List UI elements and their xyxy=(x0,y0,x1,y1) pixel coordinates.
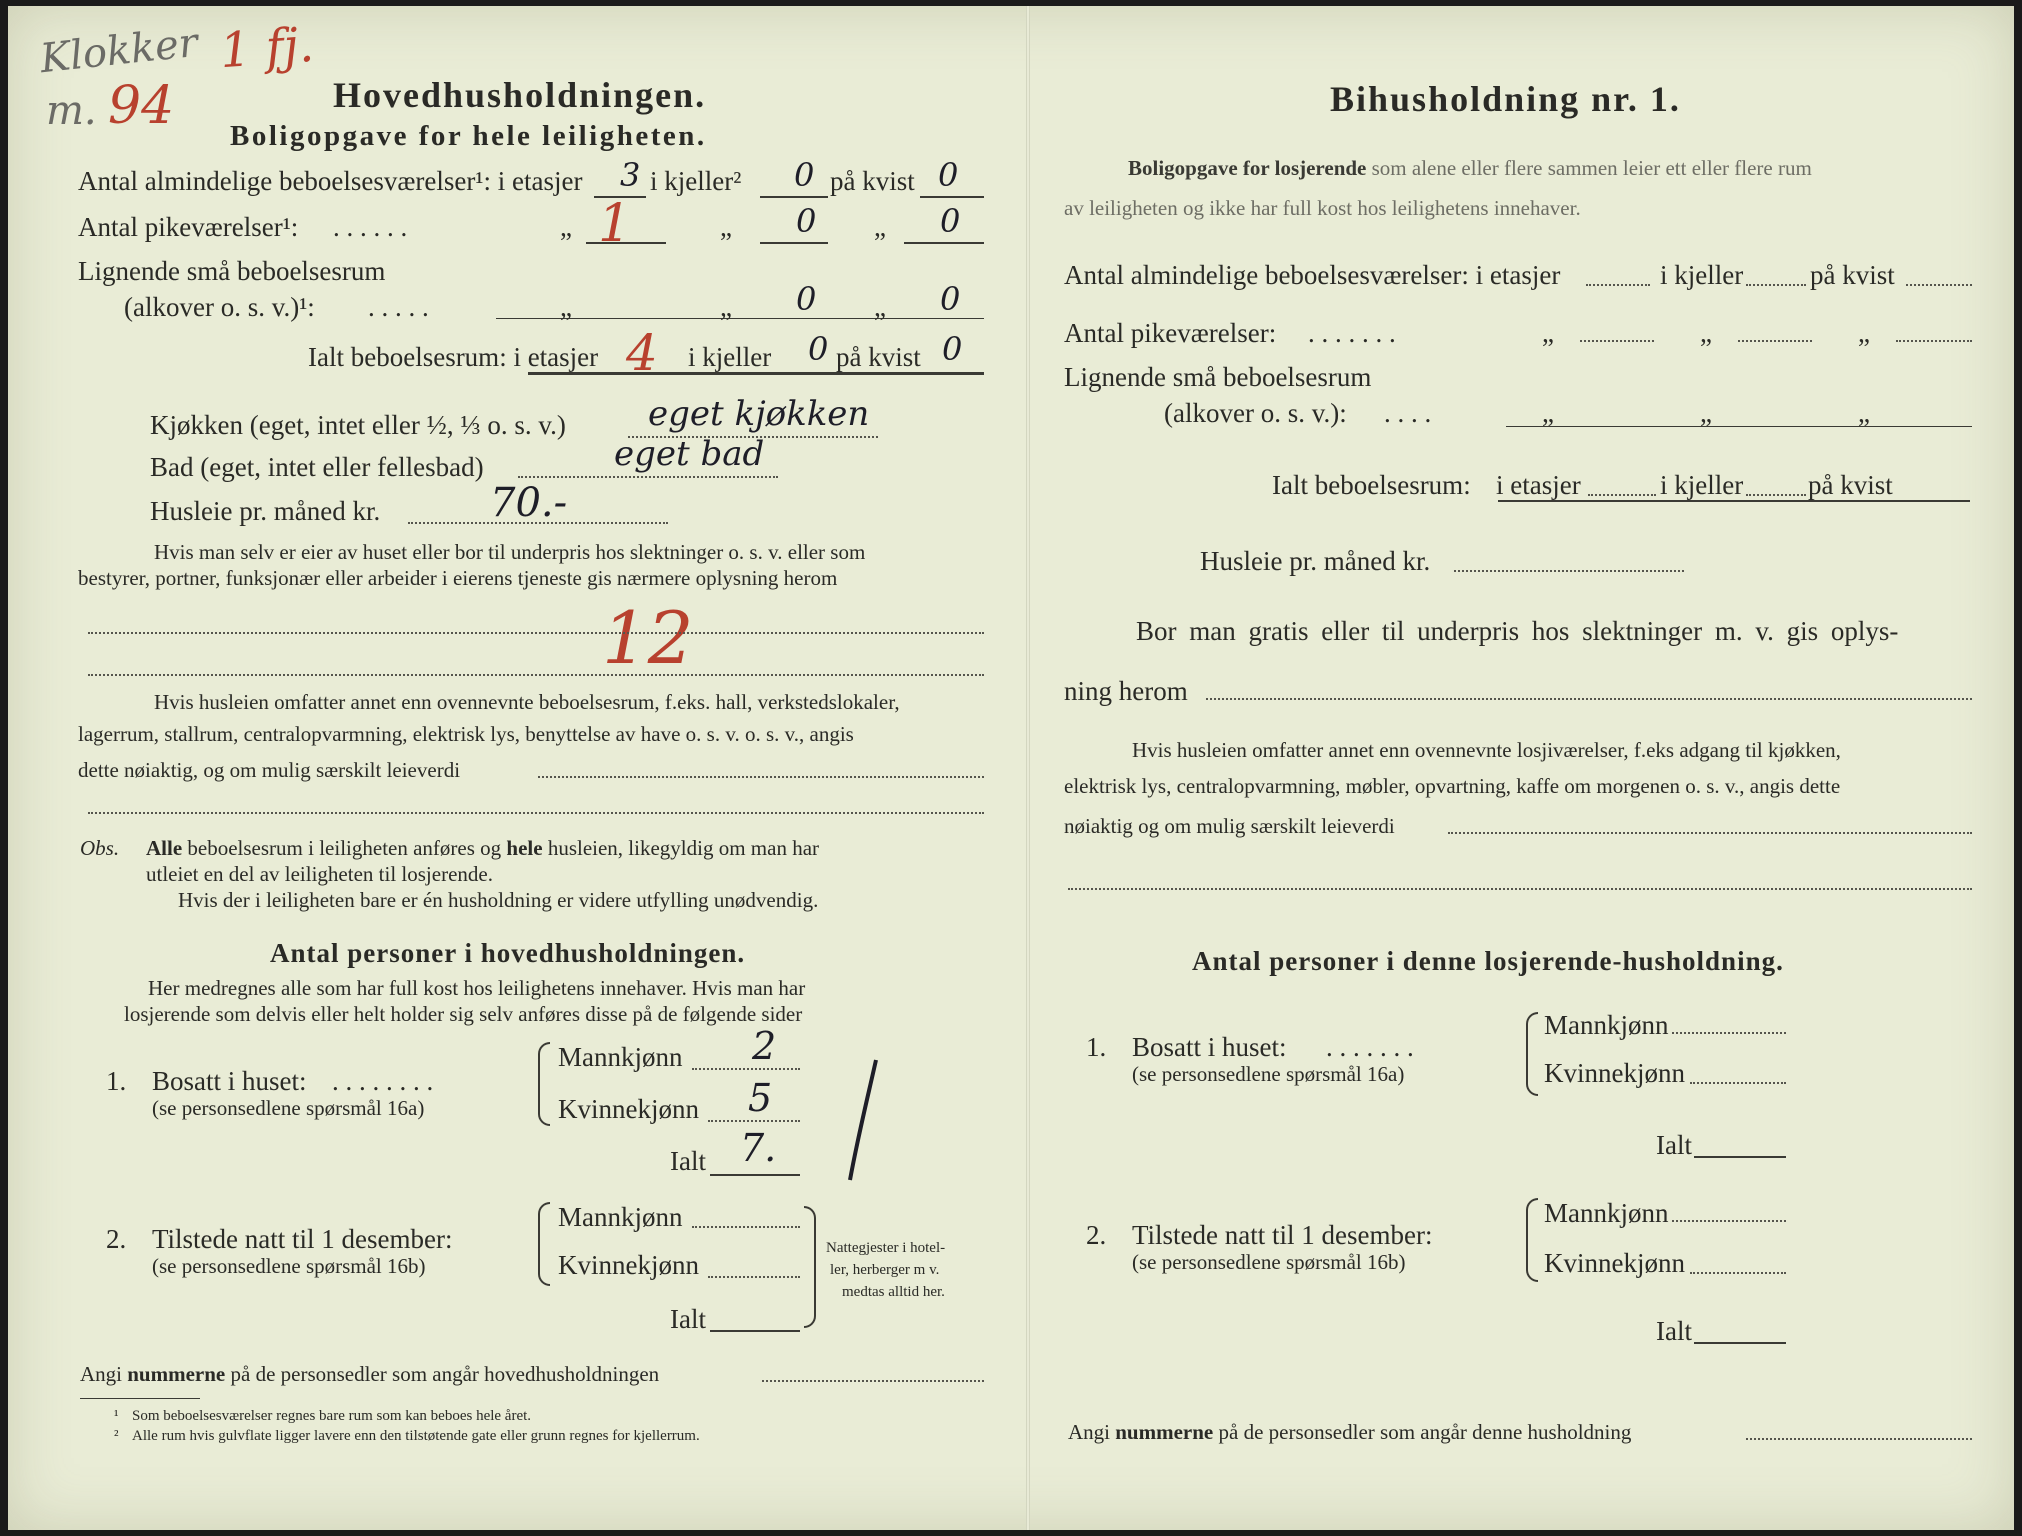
ialt-kvist-label: på kvist xyxy=(836,342,921,372)
ialt-line xyxy=(528,372,984,375)
r-bosatt-mann-line xyxy=(1672,1032,1786,1034)
pike-quote-1: „ xyxy=(560,212,572,242)
bosatt-mann-value: 2 xyxy=(752,1024,777,1068)
alm-etasjer-value: 3 xyxy=(620,156,641,194)
obs-text-2: utleiet en del av leiligheten til losjerende. xyxy=(146,862,493,886)
omfatter-text-2: lagerrum, stallrum, centralopvarmning, elektrisk lys, benyttelse av have o. s. v. o. s. v., angis xyxy=(78,722,854,746)
lign-dots: . . . . . xyxy=(368,292,429,322)
bosatt-mann-label: Mannkjønn xyxy=(558,1042,683,1072)
right-intro-rest: som alene eller flere sammen leier ett eller flere rum xyxy=(1371,156,1812,180)
page-fold xyxy=(1026,6,1030,1530)
tilstede-brace xyxy=(538,1202,550,1286)
eier-text-2: bestyrer, portner, funksjonær eller arbeider i eierens tjeneste gis nærmere oplysning herom xyxy=(78,566,838,590)
obs-alle: Alle xyxy=(146,836,183,860)
lign-quote-3: „ xyxy=(874,292,886,322)
r-gratis-line xyxy=(1206,698,1972,700)
persons-heading: Antal personer i hovedhusholdningen. xyxy=(270,938,746,968)
obs-hele: hele xyxy=(506,836,543,860)
r-bosatt-sub: (se personsedlene spørsmål 16a) xyxy=(1132,1062,1405,1086)
ialt-kvist-value: 0 xyxy=(942,330,963,368)
right-intro-1 xyxy=(1128,156,1812,181)
margin-note-m: m. xyxy=(46,88,97,134)
r-alm-kjeller: i kjeller xyxy=(1660,260,1744,290)
alm-kjeller-label: i kjeller² xyxy=(650,166,742,196)
r-pike-quote-1: „ xyxy=(1542,318,1554,348)
r-ialt-etasjer: i etasjer xyxy=(1496,470,1581,500)
pike-kjeller-line xyxy=(760,242,828,244)
r-ialt-kvist: på kvist xyxy=(1808,470,1893,500)
alm-kvist-line xyxy=(920,196,984,198)
r-omfatter-text-2: elektrisk lys, centralopvarmning, møbler, opvartning, kaffe om morgenen o. s. v., angis dette xyxy=(1064,774,1841,798)
r-bosatt-kvinne-line xyxy=(1690,1082,1786,1084)
ialt-etasjer-value: 4 xyxy=(626,324,658,382)
alm-kvist-value: 0 xyxy=(938,156,959,194)
angi-b: nummerne xyxy=(127,1362,226,1386)
nattegjester-3: medtas alltid her. xyxy=(842,1284,945,1300)
r-gratis-text-2: ning herom xyxy=(1064,676,1188,706)
foot-2-num: ² xyxy=(114,1428,119,1444)
ialt-label: Ialt beboelsesrum: i etasjer xyxy=(308,342,599,372)
pike-label: Antal pikeværelser¹: xyxy=(78,212,299,242)
r-lign-quote-2: „ xyxy=(1700,398,1712,428)
r-lign-line xyxy=(1506,426,1972,427)
angi-a: Angi xyxy=(80,1362,122,1386)
r-persons-heading: Antal personer i denne losjerende-husholdning. xyxy=(1192,946,1784,976)
bosatt-mann-line xyxy=(692,1068,800,1070)
foot-2: Alle rum hvis gulvflate ligger lavere enn den tilstøtende gate eller grunn regnes for kjellerrum. xyxy=(132,1428,700,1444)
eier-line-1 xyxy=(88,632,984,634)
bosatt-check-stroke xyxy=(828,1056,888,1186)
bosatt-kvinne-label: Kvinnekjønn xyxy=(558,1094,699,1124)
r-bosatt-label: Bosatt i huset: xyxy=(1132,1032,1287,1062)
r-tilstede-label: Tilstede natt til 1 desember: xyxy=(1132,1220,1433,1250)
pike-kvist-line xyxy=(904,242,984,244)
r-alm-kvist: på kvist xyxy=(1810,260,1895,290)
r-angi-c: på de personsedler som angår denne husholdning xyxy=(1218,1420,1632,1444)
r-pike-quote-3: „ xyxy=(1858,318,1870,348)
eier-value: 12 xyxy=(602,596,694,680)
eier-text-1: Hvis man selv er eier av huset eller bor til underpris hos slektninger o. s. v. eller som xyxy=(154,540,866,564)
r-bosatt-kvinne: Kvinnekjønn xyxy=(1544,1058,1685,1088)
tilstede-ialt-line xyxy=(710,1330,800,1332)
r-ialt-kjeller-line xyxy=(1746,494,1806,496)
r-pike-line-1 xyxy=(1580,340,1654,342)
r-bosatt-brace xyxy=(1526,1012,1538,1096)
tilstede-sub: (se personsedlene spørsmål 16b) xyxy=(152,1254,426,1278)
husleie-line xyxy=(408,522,668,524)
obs-text-1d: husleien, likegyldig om man har xyxy=(547,836,820,860)
bosatt-ialt-line xyxy=(710,1174,800,1176)
eier-line-2 xyxy=(88,674,984,676)
margin-note-fj: 1 fj. xyxy=(218,16,316,80)
ialt-kjeller-label: i kjeller xyxy=(688,342,772,372)
r-tilstede-ialt-line xyxy=(1694,1342,1786,1344)
r-husleie-label: Husleie pr. måned kr. xyxy=(1200,546,1431,576)
right-intro-bold: Boligopgave for losjerende xyxy=(1128,156,1367,180)
pike-etasjer-line xyxy=(586,242,666,244)
r-bosatt-dots: . . . . . . . xyxy=(1326,1032,1414,1062)
persons-text-1: Her medregnes alle som har full kost hos leilighetens innehaver. Hvis man har xyxy=(148,976,806,1000)
r-ialt-label: Ialt beboelsesrum: xyxy=(1272,470,1471,500)
foot-1-num: ¹ xyxy=(114,1408,119,1424)
r-omfatter-text-1: Hvis husleien omfatter annet enn ovennevnte losjiværelser, f.eks adgang til kjøkken, xyxy=(1132,738,1841,762)
omfatter-line-2 xyxy=(88,812,984,814)
obs-text-3: Hvis der i leiligheten bare er én husholdning er videre utfylling unødvendig. xyxy=(178,888,819,912)
bosatt-dots: . . . . . . . . xyxy=(332,1066,434,1096)
r-lign-label-1: Lignende små beboelsesrum xyxy=(1064,362,1372,392)
r-lign-label-2: (alkover o. s. v.): xyxy=(1164,398,1347,428)
ialt-kjeller-value: 0 xyxy=(808,330,829,368)
obs-text-1b: beboelsesrum i leiligheten anføres og xyxy=(187,836,502,860)
r-tilstede-mann-line xyxy=(1672,1220,1786,1222)
r-alm-kvist-line xyxy=(1906,284,1972,286)
alm-kvist-label: på kvist xyxy=(830,166,915,196)
obs-label: Obs. xyxy=(80,836,120,860)
census-form-sheet xyxy=(8,6,2014,1530)
kjokken-label: Kjøkken (eget, intet eller ½, ⅓ o. s. v.) xyxy=(150,410,566,440)
r-bosatt-ialt-line xyxy=(1694,1156,1786,1158)
lign-kvist-value: 0 xyxy=(940,280,961,318)
r-angi-line xyxy=(1068,1420,1631,1445)
omfatter-text-3: dette nøiaktig, og om mulig særskilt leieverdi xyxy=(78,758,461,782)
tilstede-num: 2. xyxy=(106,1224,127,1254)
lign-quote-1: „ xyxy=(560,292,572,322)
bosatt-ialt-label: Ialt xyxy=(670,1146,706,1176)
alm-kjeller-line xyxy=(760,196,828,198)
r-angi-dots xyxy=(1746,1438,1972,1440)
bosatt-kvinne-value: 5 xyxy=(748,1076,773,1120)
margin-note-94: 94 xyxy=(108,76,175,136)
angi-line xyxy=(80,1362,659,1387)
pike-etasjer-value: 1 xyxy=(598,194,632,254)
r-bosatt-mann: Mannkjønn xyxy=(1544,1010,1669,1040)
bosatt-num: 1. xyxy=(106,1066,127,1096)
r-bosatt-num: 1. xyxy=(1086,1032,1107,1062)
bosatt-label: Bosatt i huset: xyxy=(152,1066,307,1096)
r-pike-line-2 xyxy=(1738,340,1812,342)
obs-line-1 xyxy=(146,836,819,861)
r-gratis-text-1: Bor man gratis eller til underpris hos slektninger m. v. gis oplys- xyxy=(1136,616,1899,646)
left-title: Hovedhusholdningen. xyxy=(333,75,707,115)
footnote-rule xyxy=(80,1398,200,1399)
alm-kjeller-value: 0 xyxy=(794,156,815,194)
r-tilstede-kvinne: Kvinnekjønn xyxy=(1544,1248,1685,1278)
r-lign-quote-3: „ xyxy=(1858,398,1870,428)
angi-c: på de personsedler som angår hovedhusholdningen xyxy=(230,1362,660,1386)
tilstede-mann-line xyxy=(692,1226,800,1228)
r-husleie-line xyxy=(1454,570,1684,572)
r-omfatter-text-3: nøiaktig og om mulig særskilt leieverdi xyxy=(1064,814,1395,838)
r-ialt-line xyxy=(1498,500,1970,502)
r-pike-label: Antal pikeværelser: xyxy=(1064,318,1277,348)
pike-quote-2: „ xyxy=(720,212,732,242)
r-tilstede-ialt: Ialt xyxy=(1656,1316,1692,1346)
husleie-label: Husleie pr. måned kr. xyxy=(150,496,381,526)
omfatter-text-1: Hvis husleien omfatter annet enn ovennevnte beboelsesrum, f.eks. hall, verkstedslokaler, xyxy=(154,690,900,714)
bad-value: eget bad xyxy=(614,434,765,474)
foot-1: Som beboelsesværelser regnes bare rum som kan beboes hele året. xyxy=(132,1408,532,1424)
tilstede-label: Tilstede natt til 1 desember: xyxy=(152,1224,453,1254)
r-omfatter-line-1 xyxy=(1448,832,1972,834)
r-tilstede-brace xyxy=(1526,1198,1538,1282)
persons-text-2: losjerende som delvis eller helt holder sig selv anføres disse på de følgende sider xyxy=(124,1002,803,1026)
bosatt-sub: (se personsedlene spørsmål 16a) xyxy=(152,1096,425,1120)
omfatter-line-1 xyxy=(538,776,984,778)
r-ialt-kjeller: i kjeller xyxy=(1660,470,1744,500)
r-pike-quote-2: „ xyxy=(1700,318,1712,348)
r-tilstede-num: 2. xyxy=(1086,1220,1107,1250)
r-lign-quote-1: „ xyxy=(1542,398,1554,428)
r-alm-kjeller-line xyxy=(1746,284,1806,286)
r-tilstede-kvinne-line xyxy=(1690,1272,1786,1274)
tilstede-mann-label: Mannkjønn xyxy=(558,1202,683,1232)
nattegjester-brace xyxy=(804,1206,816,1328)
pike-quote-3: „ xyxy=(874,212,886,242)
r-alm-etasjer-line xyxy=(1586,284,1650,286)
bosatt-brace xyxy=(538,1042,550,1126)
kjokken-value: eget kjøkken xyxy=(648,394,870,434)
nattegjester-2: ler, herberger m v. xyxy=(830,1262,940,1278)
r-tilstede-mann: Mannkjønn xyxy=(1544,1198,1669,1228)
pike-kjeller-value: 0 xyxy=(796,202,817,240)
r-pike-dots: . . . . . . . xyxy=(1308,318,1396,348)
bosatt-kvinne-line xyxy=(708,1120,800,1122)
r-omfatter-line-2 xyxy=(1068,888,1972,890)
bosatt-ialt-value: 7. xyxy=(740,1126,777,1170)
alm-label: Antal almindelige beboelsesværelser¹: i etasjer xyxy=(78,166,583,196)
r-alm-label: Antal almindelige beboelsesværelser: i etasjer xyxy=(1064,260,1561,290)
left-subtitle: Boligopgave for hele leiligheten. xyxy=(230,120,707,152)
right-intro-2: av leiligheten og ikke har full kost hos leilighetens innehaver. xyxy=(1064,196,1581,220)
lign-kjeller-value: 0 xyxy=(796,280,817,318)
right-title: Bihusholdning nr. 1. xyxy=(1330,79,1681,119)
r-tilstede-sub: (se personsedlene spørsmål 16b) xyxy=(1132,1250,1406,1274)
angi-dots xyxy=(762,1380,984,1382)
husleie-value: 70.- xyxy=(490,480,568,526)
bad-line xyxy=(518,476,778,478)
r-ialt-etasjer-line xyxy=(1588,494,1656,496)
lign-quote-2: „ xyxy=(720,292,732,322)
pike-kvist-value: 0 xyxy=(940,202,961,240)
bad-label: Bad (eget, intet eller fellesbad) xyxy=(150,452,484,482)
r-pike-line-3 xyxy=(1896,340,1972,342)
lign-label-2: (alkover o. s. v.)¹: xyxy=(124,292,315,322)
tilstede-ialt-label: Ialt xyxy=(670,1304,706,1334)
r-bosatt-ialt: Ialt xyxy=(1656,1130,1692,1160)
r-lign-dots: . . . . xyxy=(1384,398,1432,428)
tilstede-kvinne-line xyxy=(708,1276,800,1278)
r-angi-b: nummerne xyxy=(1115,1420,1214,1444)
lign-label-1: Lignende små beboelsesrum xyxy=(78,256,386,286)
pike-dots: . . . . . . xyxy=(333,212,408,242)
nattegjester-1: Nattegjester i hotel- xyxy=(826,1240,946,1256)
r-angi-a: Angi xyxy=(1068,1420,1110,1444)
margin-note-klokker: Klokker xyxy=(38,19,201,83)
tilstede-kvinne-label: Kvinnekjønn xyxy=(558,1250,699,1280)
